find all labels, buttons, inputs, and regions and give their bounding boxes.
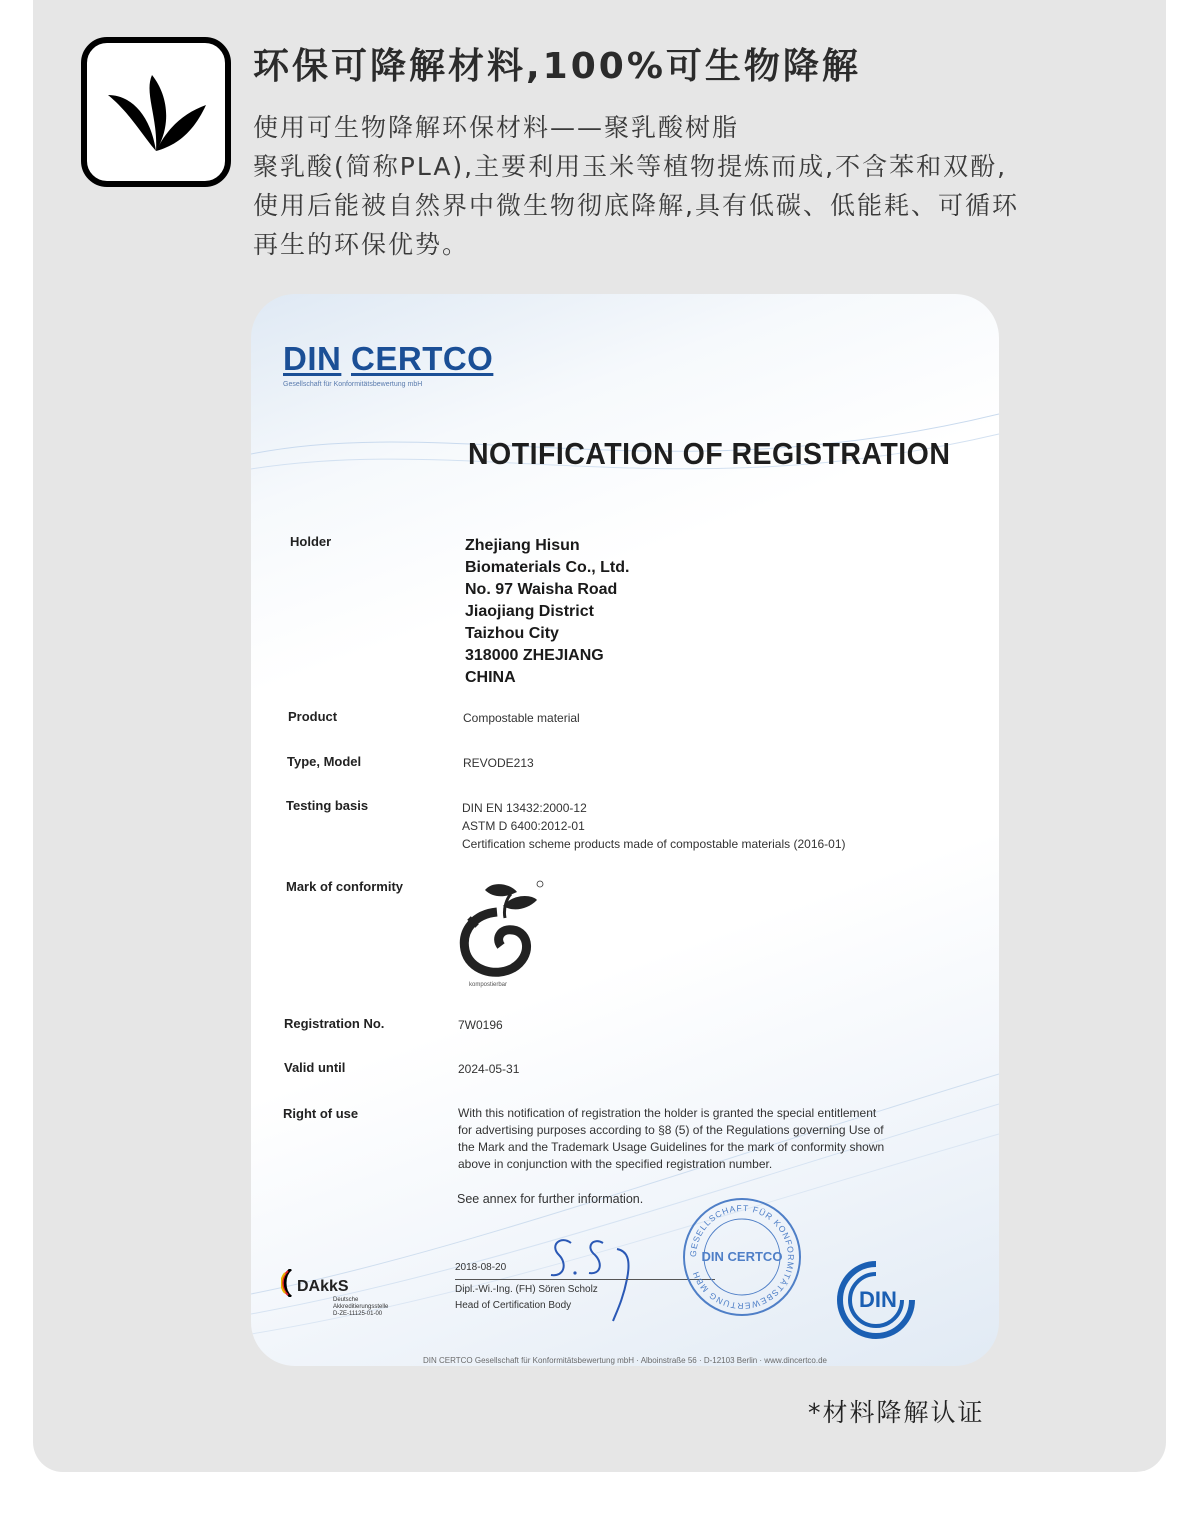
signatory-role: Head of Certification Body [455, 1300, 572, 1311]
testing-basis-line: ASTM D 6400:2012-01 [462, 819, 585, 833]
dakks-sub-line: Deutsche [333, 1297, 359, 1303]
registration-no-value: 7W0196 [458, 1018, 503, 1032]
certificate-image [251, 294, 999, 1366]
description-line: 使用可生物降解环保材料——聚乳酸树脂 [253, 113, 740, 142]
dakks-sub-line: Akkreditierungsstelle [333, 1304, 389, 1310]
right-of-use-line: for advertising purposes according to §8 (5) of the Regulations governing Use of [458, 1123, 884, 1137]
compostable-seedling-icon [455, 878, 555, 990]
testing-basis-line: DIN EN 13432:2000-12 [462, 801, 587, 815]
mark-caption: kompostierbar [469, 982, 508, 988]
right-of-use-line: the Mark and the Trademark Usage Guidelines for the mark of conformity shown [458, 1140, 885, 1154]
testing-basis-label: Testing basis [286, 798, 369, 813]
type-model-label: Type, Model [287, 754, 362, 769]
testing-basis-line: Certification scheme products made of compostable materials (2016-01) [462, 837, 846, 851]
certificate-caption: *材料降解认证 [808, 1398, 985, 1427]
signatory [455, 1282, 598, 1314]
holder-line: No. 97 Waisha Road [465, 581, 618, 598]
leaf-icon-box [81, 37, 231, 187]
type-model-value: REVODE213 [463, 756, 534, 770]
din-certco-logo [283, 340, 493, 378]
holder-line: 318000 ZHEJIANG [465, 647, 604, 664]
holder-line: Jiaojiang District [465, 603, 594, 620]
logo-din: DIN [283, 340, 342, 377]
right-of-use-line: With this notification of registration the holder is granted the special entitlement [458, 1106, 877, 1120]
right-of-use-text [458, 1105, 884, 1173]
logo-certco: CERTCO [351, 340, 494, 377]
din-round-logo [836, 1260, 916, 1340]
description-line: 聚乳酸(简称PLA),主要利用玉米等植物提炼而成,不含苯和双酚, [253, 152, 1008, 181]
certification-stamp [681, 1196, 803, 1318]
holder-line: CHINA [465, 669, 516, 686]
description-line: 使用后能被自然界中微生物彻底降解,具有低碳、低能耗、可循环 [253, 191, 1019, 220]
certificate-title: NOTIFICATION OF REGISTRATION [468, 436, 951, 471]
valid-until-value: 2024-05-31 [458, 1062, 520, 1076]
product-value: Compostable material [463, 711, 580, 725]
dakks-sub-line: D-ZE-11125-01-00 [333, 1311, 383, 1317]
holder-line: Zhejiang Hisun [465, 537, 580, 554]
signature-date: 2018-08-20 [455, 1262, 507, 1273]
logo-subtitle: Gesellschaft für Konformitätsbewertung mbH [283, 381, 423, 388]
din-badge-text: DIN [859, 1287, 897, 1312]
holder-line: Biomaterials Co., Ltd. [465, 559, 630, 576]
page-title: 环保可降解材料,100%可生物降解 [253, 46, 861, 87]
description [253, 108, 1143, 264]
mark-of-conformity-label: Mark of conformity [286, 879, 404, 894]
dakks-flag-icon [281, 1269, 293, 1297]
registration-no-label: Registration No. [284, 1016, 385, 1031]
testing-basis-values [462, 799, 846, 853]
annex-note: See annex for further information. [457, 1192, 644, 1206]
dakks-logo: DAkkS [297, 1278, 349, 1295]
leaf-icon [102, 73, 210, 155]
product-label: Product [288, 709, 338, 724]
description-line: 再生的环保优势。 [253, 230, 470, 259]
stamp-center-text: DIN CERTCO [701, 1249, 783, 1264]
holder-label: Holder [290, 534, 332, 549]
holder-line: Taizhou City [465, 625, 559, 642]
certificate-footer: DIN CERTCO Gesellschaft für Konformitätsbewertung mbH · Alboinstraße 56 · D-12103 Berlin · www.dincertco.de [422, 1356, 827, 1365]
right-of-use-line: above in conjunction with the specified registration number. [458, 1157, 773, 1171]
right-of-use-label: Right of use [283, 1106, 359, 1121]
stamp-ring-text: GESELLSCHAFT FÜR KONFORMITÄTSBEWERTUNG MBH [687, 1202, 797, 1312]
signature-line [455, 1279, 715, 1280]
dakks-subtitle [333, 1297, 388, 1318]
valid-until-label: Valid until [284, 1060, 346, 1075]
holder-address [465, 535, 629, 689]
signatory-name: Dipl.-Wi.-Ing. (FH) Sören Scholz [455, 1284, 598, 1295]
